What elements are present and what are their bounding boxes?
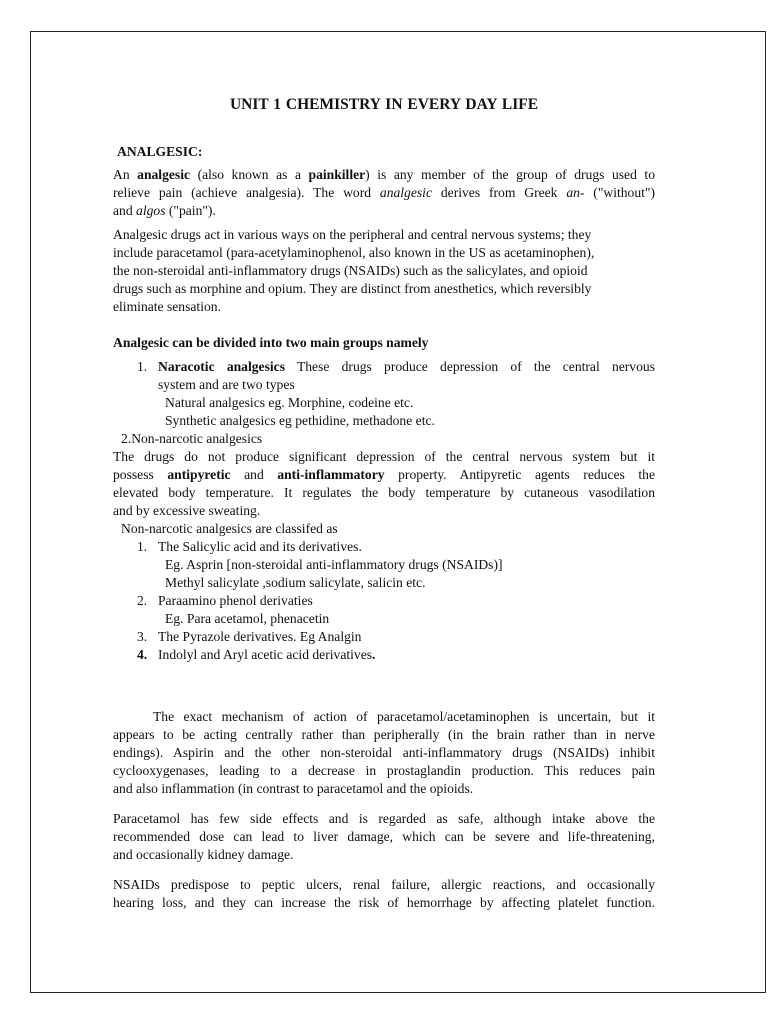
paragraph-4-line: and also inflammation (in contrast to paracetamol and the opioids.: [113, 781, 474, 796]
group-1-line-1: Naracotic analgesics These drugs produce depression of the central nervous: [158, 359, 655, 374]
group-1-natural: Natural analgesics eg. Morphine, codeine etc.: [165, 395, 414, 410]
paragraph-4-line: endings). Aspirin and the other non-steroidal anti-inflammatory drugs (NSAIDs) inhibit: [113, 745, 655, 760]
group-1-synthetic: Synthetic analgesics eg pethidine, methadone etc.: [165, 413, 435, 428]
group-1-line-2: system and are two types: [158, 377, 295, 392]
class-2-example: Eg. Para acetamol, phenacetin: [165, 611, 330, 626]
paragraph-2-line: drugs such as morphine and opium. They are distinct from anesthetics, which reversibly: [113, 281, 592, 296]
class-3-number: 3.: [137, 629, 148, 644]
section-heading-analgesic: ANALGESIC:: [117, 144, 203, 159]
paragraph-5-line: Paracetamol has few side effects and is regarded as safe, although intake above the: [113, 811, 655, 826]
paragraph-3-line-1: The drugs do not produce significant depression of the central nervous system but it: [113, 449, 655, 464]
class-1-example-2: Methyl salicylate ,sodium salicylate, salicin etc.: [165, 575, 426, 590]
class-3-text: The Pyrazole derivatives. Eg Analgin: [158, 629, 362, 644]
class-4-text: Indolyl and Aryl acetic acid derivatives.: [158, 647, 376, 662]
paragraph-1-line-2: relieve pain (achieve analgesia). The word analgesic derives from Greek an- ("without"): [113, 185, 656, 200]
group-2-heading: 2.Non-narcotic analgesics: [121, 431, 263, 446]
paragraph-3-line-3: elevated body temperature. It regulates the body temperature by cutaneous vasodilation: [113, 485, 655, 500]
group-1-number: 1.: [137, 359, 148, 374]
class-2-number: 2.: [137, 593, 148, 608]
paragraph-2-line: the non-steroidal anti-inflammatory drugs (NSAIDs) such as the salicylates, and opioid: [113, 263, 588, 278]
paragraph-4-line: appears to be acting centrally rather than peripherally (in the brain rather than in nerve: [113, 727, 655, 742]
paragraph-4-line: cyclooxygenases, leading to a decrease in prostaglandin production. This reduces pain: [113, 763, 655, 778]
paragraph-6-line: hearing loss, and they can increase the risk of hemorrhage by affecting platelet function.: [113, 895, 655, 910]
groups-heading: Analgesic can be divided into two main groups namely: [113, 335, 429, 350]
paragraph-1-line-1: An analgesic (also known as a painkiller) is any member of the group of drugs used to: [113, 167, 655, 182]
paragraph-5-line: and occasionally kidney damage.: [113, 847, 294, 862]
paragraph-1-line-3: and algos ("pain").: [113, 203, 216, 218]
classified-heading: Non-narcotic analgesics are classifed as: [121, 521, 338, 536]
class-2-text: Paraamino phenol derivaties: [158, 593, 313, 608]
paragraph-6-line: NSAIDs predispose to peptic ulcers, renal failure, allergic reactions, and occasionally: [113, 877, 655, 892]
paragraph-3-line-2: possess antipyretic and anti-inflammatory property. Antipyretic agents reduces the: [113, 467, 655, 482]
class-1-example-1: Eg. Asprin [non-steroidal anti-inflammatory drugs (NSAIDs)]: [165, 557, 503, 572]
paragraph-3-line-4: and by excessive sweating.: [113, 503, 261, 518]
class-1-text: The Salicylic acid and its derivatives.: [158, 539, 362, 554]
paragraph-2-line: Analgesic drugs act in various ways on the peripheral and central nervous systems; they: [113, 227, 592, 242]
class-4-number: 4.: [137, 647, 148, 662]
class-1-number: 1.: [137, 539, 148, 554]
paragraph-5-line: recommended dose can lead to liver damage, which can be severe and life-threatening,: [113, 829, 655, 844]
paragraph-2-line: include paracetamol (para-acetylaminophenol, also known in the US as acetaminophen),: [113, 245, 595, 260]
paragraph-4-line: The exact mechanism of action of paracetamol/acetaminophen is uncertain, but it: [153, 709, 655, 724]
page-title: UNIT 1 CHEMISTRY IN EVERY DAY LIFE: [229, 96, 539, 113]
paragraph-2-line: eliminate sensation.: [113, 299, 221, 314]
